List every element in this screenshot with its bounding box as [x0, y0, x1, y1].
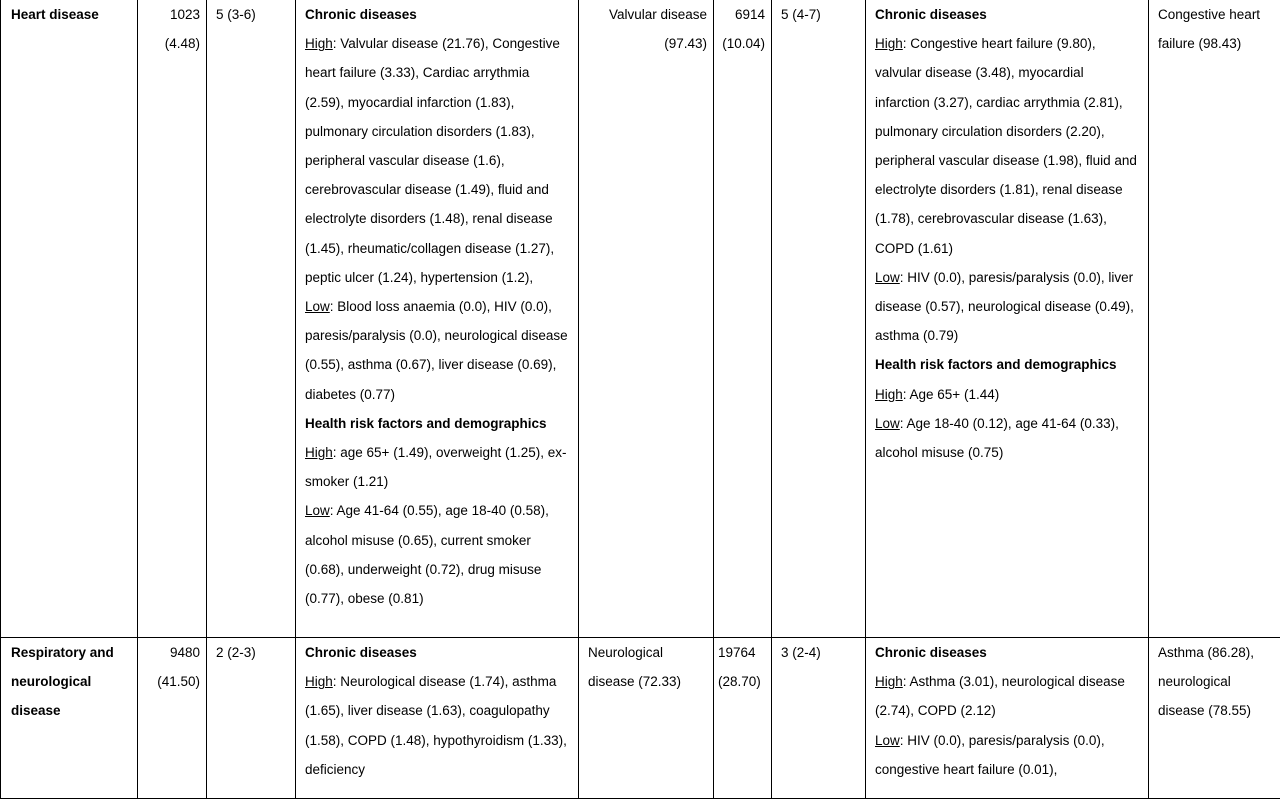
high-line — [875, 29, 1142, 263]
category-cell: Heart disease — [1, 0, 138, 638]
table-row — [1, 0, 1280, 638]
high-line — [875, 667, 1142, 725]
high-label: High — [305, 445, 333, 460]
risk-high-text: : Age 65+ (1.44) — [903, 387, 999, 402]
high-line — [305, 667, 572, 784]
count-cell: 9480 (41.50) — [138, 638, 207, 799]
high-text: : Valvular disease (21.76), Congestive heart failure (3.33), Cardiac arrythmia (2.59), myocardial infarction (1.83), pulmonary circulation disorders (1.83), peripheral vascular disease (1.6), cerebrovascular disease (1.49), fluid and electrolyte disorders (1.48), renal disease (1.45), rheumatic/collagen disease (1.27), peptic ulcer (1.24), hypertension (1.2), — [305, 36, 560, 285]
median-cell: 3 (2-4) — [772, 638, 866, 799]
risk-low-text: : Age 18-40 (0.12), age 41-64 (0.33), alcohol misuse (0.75) — [875, 416, 1119, 460]
chronic-heading: Chronic diseases — [305, 0, 572, 29]
low-text: : HIV (0.0), paresis/paralysis (0.0), congestive heart failure (0.01), — [875, 733, 1105, 777]
defining-cell: Congestive heart failure (98.43) — [1149, 0, 1280, 638]
high-text: : Asthma (3.01), neurological disease (2.74), COPD (2.12) — [875, 674, 1125, 718]
low-text: : Blood loss anaemia (0.0), HIV (0.0), paresis/paralysis (0.0), neurological disease (0.55), asthma (0.67), liver disease (0.69), diabetes (0.77) — [305, 299, 568, 402]
count-cell: 19764 (28.70) — [714, 638, 772, 799]
risk-low-line — [875, 409, 1142, 467]
low-label: Low — [875, 270, 900, 285]
high-text: : Neurological disease (1.74), asthma (1.65), liver disease (1.63), coagulopathy (1.58), COPD (1.48), hypothyroidism (1.33), deficiency — [305, 674, 567, 777]
chronic-heading: Chronic diseases — [875, 0, 1142, 29]
risk-heading: Health risk factors and demographics — [305, 409, 572, 438]
defining-cell: Neurological disease (72.33) — [579, 638, 714, 799]
high-label: High — [305, 36, 333, 51]
count-cell: 6914 (10.04) — [714, 0, 772, 638]
high-line — [305, 29, 572, 292]
high-label: High — [875, 674, 903, 689]
low-label: Low — [875, 733, 900, 748]
low-line — [875, 726, 1142, 784]
low-label: Low — [305, 299, 330, 314]
low-label: Low — [305, 503, 330, 518]
risk-high-text: : age 65+ (1.49), overweight (1.25), ex-smoker (1.21) — [305, 445, 567, 489]
table-row — [1, 638, 1280, 799]
low-label: Low — [875, 416, 900, 431]
chronic-heading: Chronic diseases — [305, 638, 572, 667]
risk-low-text: : Age 41-64 (0.55), age 18-40 (0.58), alcohol misuse (0.65), current smoker (0.68), underweight (0.72), drug misuse (0.77), obese (0.81) — [305, 503, 549, 606]
high-label: High — [875, 36, 903, 51]
count-cell: 1023 (4.48) — [138, 0, 207, 638]
chronic-heading: Chronic diseases — [875, 638, 1142, 667]
median-cell: 5 (3-6) — [207, 0, 296, 638]
median-cell: 5 (4-7) — [772, 0, 866, 638]
defining-cell: Asthma (86.28), neurological disease (78.55) — [1149, 638, 1280, 799]
low-text: : HIV (0.0), paresis/paralysis (0.0), liver disease (0.57), neurological disease (0.49), asthma (0.79) — [875, 270, 1134, 343]
low-line — [875, 263, 1142, 351]
high-label: High — [875, 387, 903, 402]
risk-low-line — [305, 496, 572, 613]
defining-cell: Valvular disease (97.43) — [579, 0, 714, 638]
profile-cell — [296, 638, 579, 799]
median-cell: 2 (2-3) — [207, 638, 296, 799]
profile-cell — [866, 638, 1149, 799]
profile-cell — [296, 0, 579, 638]
profile-cell — [866, 0, 1149, 638]
low-line — [305, 292, 572, 409]
risk-high-line — [875, 380, 1142, 409]
high-text: : Congestive heart failure (9.80), valvular disease (3.48), myocardial infarction (3.27), cardiac arrythmia (2.81), pulmonary circulation disorders (2.20), peripheral vascular disease (1.98), fluid and electrolyte disorders (1.81), renal disease (1.78), cerebrovascular disease (1.63), COPD (1.61) — [875, 36, 1137, 255]
risk-heading: Health risk factors and demographics — [875, 350, 1142, 379]
category-cell: Respiratory and neurological disease — [1, 638, 138, 799]
risk-high-line — [305, 438, 572, 496]
high-label: High — [305, 674, 333, 689]
